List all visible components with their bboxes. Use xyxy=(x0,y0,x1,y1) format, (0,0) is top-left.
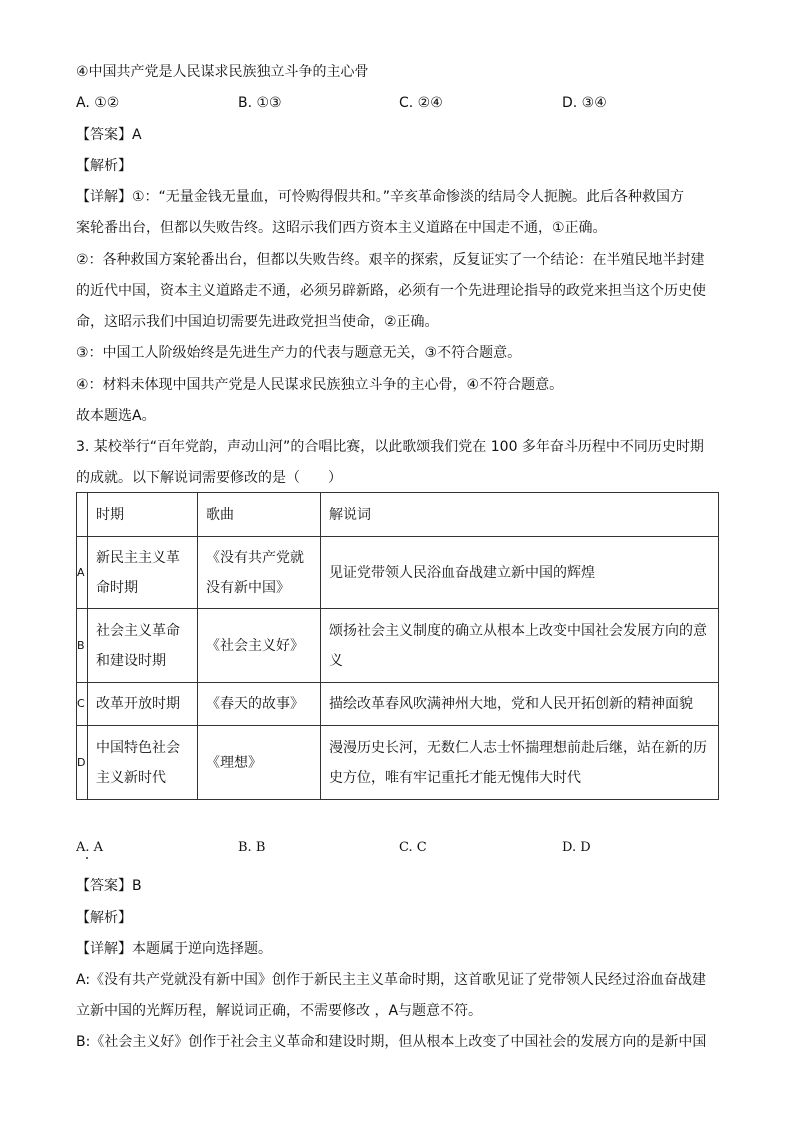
q2-answer: 【答案】A xyxy=(76,127,142,143)
table-header-blank xyxy=(77,493,88,537)
table-header-song: 歌曲 xyxy=(198,493,321,537)
row-letter: B xyxy=(77,609,88,683)
q3-detail-line: 【详解】本题属于逆向选择题。 xyxy=(76,941,272,957)
stray-dot xyxy=(86,857,88,859)
row-period-line: 中国特色社会 xyxy=(96,739,180,756)
q3-option-b: B. B xyxy=(238,840,266,855)
row-period-line: 命时期 xyxy=(96,579,138,596)
table-row xyxy=(77,726,719,800)
row-commentary-line: 义 xyxy=(329,652,343,669)
q2-detail-line: 案轮番出台，但都以失败告终。这昭示我们西方资本主义道路在中国走不通，①正确。 xyxy=(76,220,607,236)
table-row xyxy=(77,609,719,683)
q3-stem: 的成就。以下解说词需要修改的是（ ） xyxy=(76,470,342,486)
table-row xyxy=(77,537,719,609)
row-commentary-line: 史方位，唯有牢记重托才能无愧伟大时代 xyxy=(329,769,581,786)
row-song-line: 《理想》 xyxy=(206,754,262,771)
q2-conclusion: 故本题选A。 xyxy=(76,408,156,424)
row-commentary-line: 颂扬社会主义制度的确立从根本上改变中国社会发展方向的意 xyxy=(329,622,707,639)
q3-option-c: C. C xyxy=(399,840,427,855)
q3-options xyxy=(76,838,726,858)
row-letter: C xyxy=(77,683,88,726)
row-period-line: 和建设时期 xyxy=(96,652,166,669)
q3-detail-line: B:《社会主义好》创作于社会主义革命和建设时期，但从根本上改变了中国社会的发展方向的是新中国 xyxy=(76,1034,707,1050)
q3-stem: 3. 某校举行“百年党韵，声动山河”的合唱比赛，以此歌颂我们党在 100 多年奋斗历程中不同历史时期 xyxy=(76,439,704,455)
row-commentary xyxy=(321,683,719,726)
row-commentary xyxy=(321,726,719,800)
row-commentary xyxy=(321,537,719,609)
row-period-line: 改革开放时期 xyxy=(96,696,180,712)
row-commentary-line: 漫漫历史长河，无数仁人志士怀揣理想前赴后继，站在新的历 xyxy=(329,739,707,756)
q2-option-c: C. ②④ xyxy=(399,95,443,111)
q3-answer: 【答案】B xyxy=(76,878,142,894)
row-song xyxy=(198,726,321,800)
q3-detail-line: A:《没有共产党就没有新中国》创作于新民主主义革命时期，这首歌见证了党带领人民经过浴血奋战建 xyxy=(76,972,707,988)
row-commentary-line: 见证党带领人民浴血奋战建立新中国的辉煌 xyxy=(329,564,595,581)
q2-analysis-label: 【解析】 xyxy=(76,158,132,174)
statement-4: ④中国共产党是人民谋求民族独立斗争的主心骨 xyxy=(76,64,369,80)
row-period-line: 社会主义革命 xyxy=(96,622,180,639)
q2-detail-line: 的近代中国，资本主义道路走不通，必须另辟新路，必须有一个先进理论指导的政党来担当这个历史使 xyxy=(76,283,706,299)
row-song xyxy=(198,609,321,683)
q2-detail-line: 【详解】①：“无量金钱无量血，可怜购得假共和。”辛亥革命惨淡的结局令人扼腕。此后各种救国方 xyxy=(76,189,685,205)
row-song-line: 《春天的故事》 xyxy=(206,696,304,712)
q3-analysis-label: 【解析】 xyxy=(76,910,132,926)
q3-option-d: D. D xyxy=(562,840,591,855)
row-period xyxy=(88,726,198,800)
row-commentary xyxy=(321,609,719,683)
row-period xyxy=(88,537,198,609)
table-header-row xyxy=(77,493,719,537)
row-song-line: 《社会主义好》 xyxy=(206,637,304,654)
q2-detail-line: 命，这昭示我们中国迫切需要先进政党担当使命，②正确。 xyxy=(76,314,439,330)
table-header-period: 时期 xyxy=(88,493,198,537)
q2-options xyxy=(76,93,726,113)
q2-option-b: B. ①③ xyxy=(238,95,282,111)
row-song xyxy=(198,683,321,726)
row-song-line: 没有新中国》 xyxy=(206,579,290,596)
q2-option-d: D. ③④ xyxy=(562,95,607,111)
row-commentary-line: 描绘改革春风吹满神州大地，党和人民开拓创新的精神面貌 xyxy=(329,696,693,712)
row-letter: A xyxy=(77,537,88,609)
row-letter: D xyxy=(77,726,88,800)
row-period-line: 主义新时代 xyxy=(96,769,166,786)
row-period xyxy=(88,609,198,683)
q2-detail-line: ②：各种救国方案轮番出台，但都以失败告终。艰辛的探索，反复证实了一个结论：在半殖民地半封建 xyxy=(76,252,705,268)
q3-table xyxy=(76,492,719,800)
q3-detail-line: 立新中国的光辉历程，解说词正确，不需要修改 ，A与题意不符。 xyxy=(76,1003,483,1019)
q2-detail-line: ④：材料未体现中国共产党是人民谋求民族独立斗争的主心骨，④不符合题意。 xyxy=(76,377,564,393)
row-song-line: 《没有共产党就 xyxy=(206,549,304,566)
q2-detail-line: ③：中国工人阶级始终是先进生产力的代表与题意无关，③不符合题意。 xyxy=(76,345,522,361)
q3-option-a: A. A xyxy=(76,840,104,855)
table-row xyxy=(77,683,719,726)
row-period-line: 新民主主义革 xyxy=(96,549,180,566)
row-song xyxy=(198,537,321,609)
row-period xyxy=(88,683,198,726)
q2-option-a: A. ①② xyxy=(76,95,120,111)
table-header-commentary: 解说词 xyxy=(321,493,719,537)
